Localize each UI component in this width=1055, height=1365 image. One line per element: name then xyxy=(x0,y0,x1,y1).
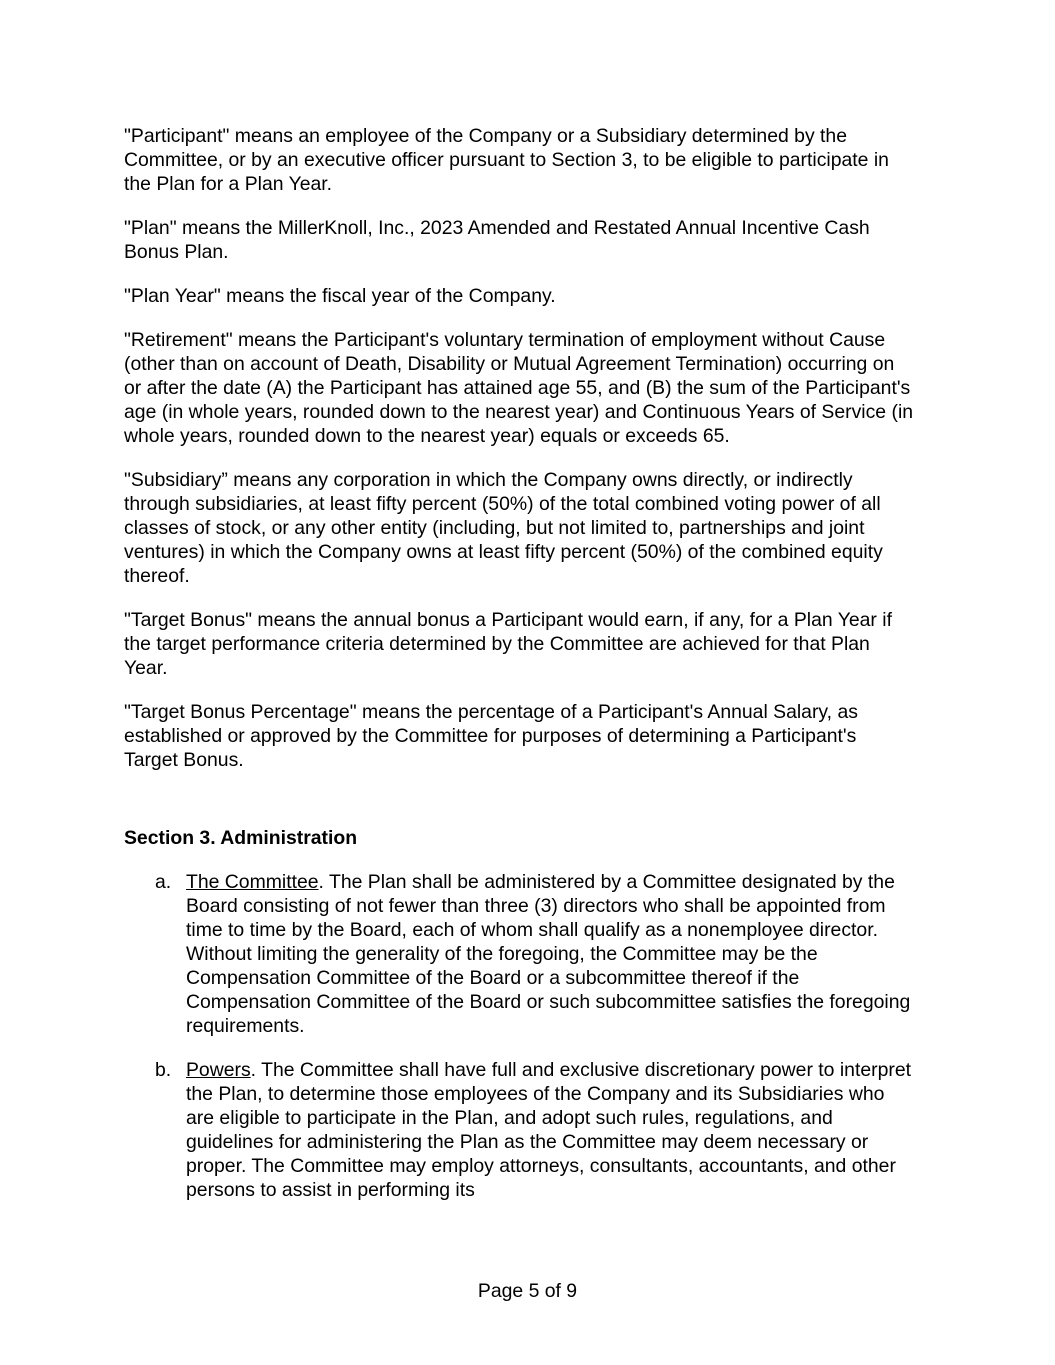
definition-participant: "Participant" means an employee of the Company or a Subsidiary determined by the Committee, or by an executive officer pursuant to Section 3, to be eligible to participate in the Plan for a Plan Year. xyxy=(124,125,889,195)
page-number: Page 5 of 9 xyxy=(477,1280,578,1302)
definition-subsidiary: "Subsidiary” means any corporation in which the Company owns directly, or indirectly through subsidiaries, at least fifty percent (50%) of the total combined voting power of all classes of stock, or any other entity (including, but not limited to, partnerships and joint ventures) in which the Company owns at least fifty percent (50%) of the combined equity thereof. xyxy=(124,469,883,587)
section-3-item-powers xyxy=(124,1058,914,1202)
section-3-item-committee xyxy=(124,870,914,1038)
definition-plan: "Plan" means the MillerKnoll, Inc., 2023 Amended and Restated Annual Incentive Cash Bonus Plan. xyxy=(124,217,870,263)
section-3-heading: Section 3. Administration xyxy=(124,827,358,849)
definition-target-bonus: "Target Bonus" means the annual bonus a Participant would earn, if any, for a Plan Year if the target performance criteria determined by the Committee are achieved for that Plan Year. xyxy=(124,609,892,679)
list-marker: b. xyxy=(155,1059,172,1081)
list-marker: a. xyxy=(155,871,172,893)
item-title: Powers xyxy=(186,1059,251,1081)
page-content xyxy=(124,124,914,1222)
definition-plan-year: "Plan Year" means the fiscal year of the Company. xyxy=(124,285,556,307)
item-title: The Committee xyxy=(186,871,319,893)
item-body: . The Committee shall have full and exclusive discretionary power to interpret the Plan, to determine those employees of the Company and its Subsidiaries who are eligible to participate in the Plan, and adopt such rules, regulations, and guidelines for administering the Plan as the Committee may deem necessary or proper. The Committee may employ attorneys, consultants, accountants, and other persons to assist in performing its xyxy=(186,1059,911,1201)
definition-target-bonus-percentage: "Target Bonus Percentage" means the percentage of a Participant's Annual Salary, as established or approved by the Committee for purposes of determining a Participant's Target Bonus. xyxy=(124,701,858,771)
definition-retirement: "Retirement" means the Participant's voluntary termination of employment without Cause (other than on account of Death, Disability or Mutual Agreement Termination) occurring on or after the date (A) the Participant has attained age 55, and (B) the sum of the Participant's age (in whole years, rounded down to the nearest year) and Continuous Years of Service (in whole years, rounded down to the nearest year) equals or exceeds 65. xyxy=(124,329,914,447)
item-body: . The Plan shall be administered by a Committee designated by the Board consisting of not fewer than three (3) directors who shall be appointed from time to time by the Board, each of whom shall qualify as a nonemployee director. Without limiting the generality of the foregoing, the Committee may be the Compensation Committee of the Board or a subcommittee thereof if the Compensation Committee of the Board or such subcommittee satisfies the foregoing requirements. xyxy=(186,871,911,1037)
